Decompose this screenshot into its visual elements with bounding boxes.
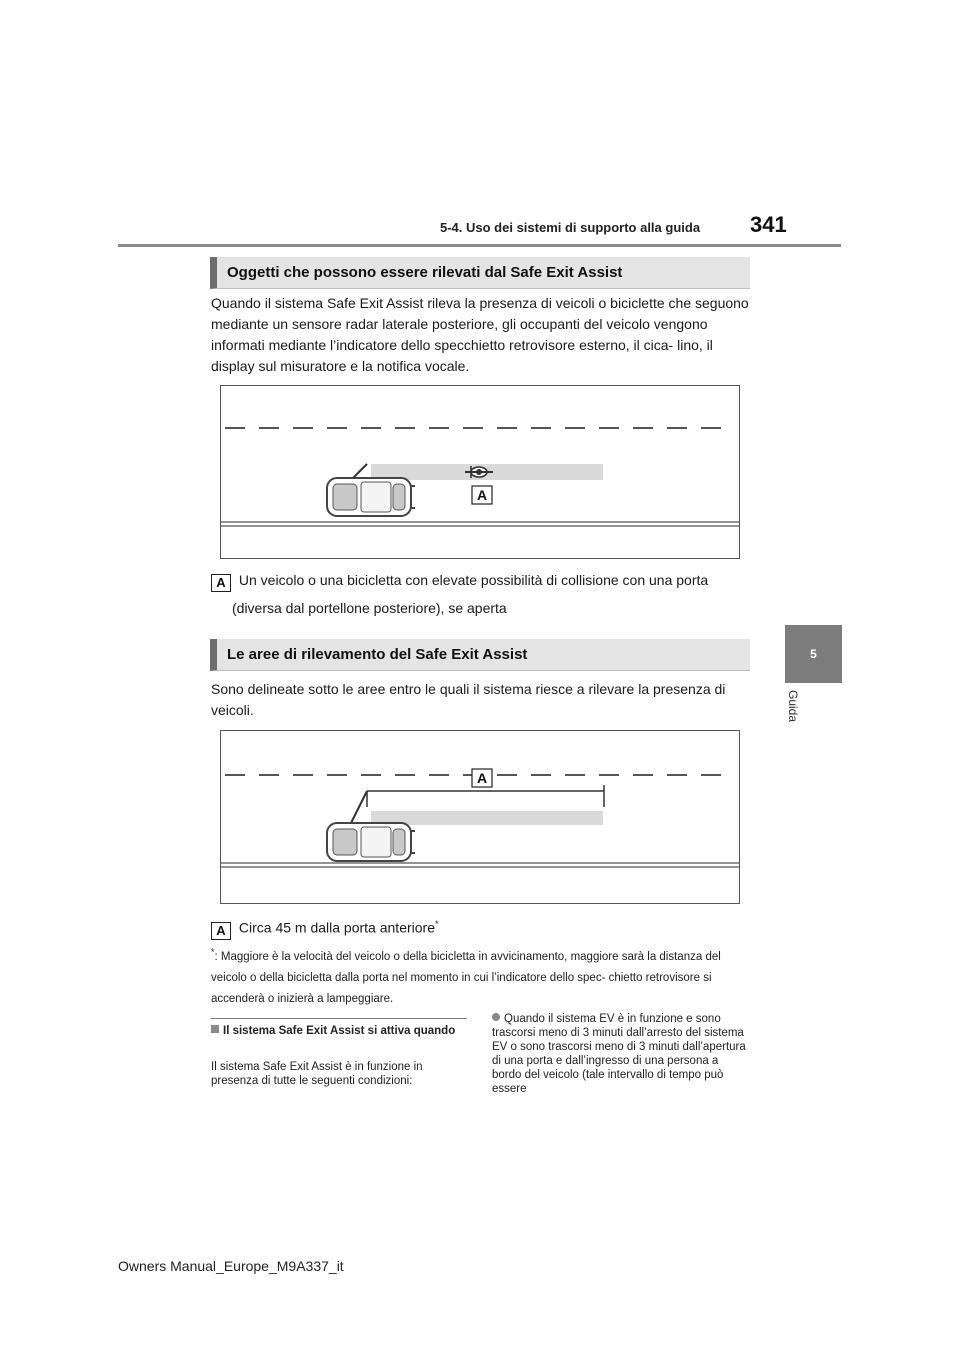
chapter-number: 5 (810, 647, 817, 661)
legend-marker: A (211, 574, 231, 592)
figure-detection-areas (220, 730, 740, 904)
footnote-mark: * (211, 947, 215, 957)
legend-text-line1: Un veicolo o una bicicletta con elevate possibilità di collisione con una porta (238, 572, 709, 588)
footnote-ref: * (435, 919, 439, 929)
footnote (211, 942, 751, 1010)
section-title-objects (210, 257, 750, 289)
legend-text-line2: (diversa dal portellone posteriore), se aperta (232, 600, 507, 616)
legend-item-a-range (211, 914, 439, 940)
condition-intro: Il sistema Safe Exit Assist è in funzione in presenza di tutte le seguenti condizioni: (211, 1061, 423, 1087)
car-icon (327, 823, 415, 861)
legend-item-a (211, 570, 708, 592)
chapter-label-text: Guida (786, 690, 800, 723)
condition-item (492, 1012, 750, 1096)
square-bullet-icon (211, 1025, 219, 1033)
road-diagram-1 (221, 386, 739, 558)
legend-marker: A (211, 922, 231, 940)
figure-marker-a-label: A (476, 770, 488, 786)
section-title-text: Oggetti che possono essere rilevati dal Safe Exit Assist (227, 264, 623, 281)
circle-bullet-icon (492, 1013, 500, 1021)
detection-zone (371, 811, 603, 825)
footer: Owners Manual_Europe_M9A337_it (118, 1258, 344, 1274)
legend-text: Circa 45 m dalla porta anteriore (238, 919, 435, 936)
footnote-text: : Maggiore è la velocità del veicolo o della bicicletta in avvicinamento, maggiore sarà la distanza del veicolo o della bicicletta dalla porta nel momento in cui l’indicatore dello spec- chietto retrovisore si accenderà o inizierà a lampeggiare. (211, 950, 721, 1005)
figure-detectable-objects (220, 385, 740, 559)
condition-heading-text: Il sistema Safe Exit Assist si attiva quando (223, 1025, 456, 1037)
car-icon (327, 478, 415, 516)
chapter-label (782, 690, 808, 730)
header-divider (118, 244, 841, 247)
section2-paragraph: Sono delineate sotto le aree entro le quali il sistema riesce a rilevare la presenza di veicoli. (211, 681, 726, 718)
column-divider (211, 1018, 467, 1019)
section-title-areas (210, 639, 750, 671)
chapter-tab (785, 625, 842, 683)
page-number: 341 (750, 212, 787, 237)
open-door (349, 791, 367, 827)
section1-paragraph: Quando il sistema Safe Exit Assist rileva la presenza di veicoli o biciclette che seguono mediante un sensore radar laterale posteriore, gli occupanti del veicolo vengono informati mediante l’indicatore dello specchietto retrovisore esterno, il cica- lino, il display sul misuratore e la notifica vocale. (211, 295, 749, 374)
section-header: 5-4. Uso dei sistemi di supporto alla guida (440, 220, 701, 235)
section-title-text: Le aree di rilevamento del Safe Exit Assist (227, 646, 528, 663)
road-diagram-2 (221, 731, 739, 903)
condition-heading (211, 1024, 467, 1038)
figure-marker-a-label: A (476, 487, 488, 503)
condition-item-text: Quando il sistema EV è in funzione e sono trascorsi meno di 3 minuti dall’arresto del sistema EV o sono trascorsi meno di 3 minuti dall’apertura di una porta e dall’ingresso di una persona a bordo del veicolo (tale intervallo di tempo può essere (492, 1013, 746, 1095)
